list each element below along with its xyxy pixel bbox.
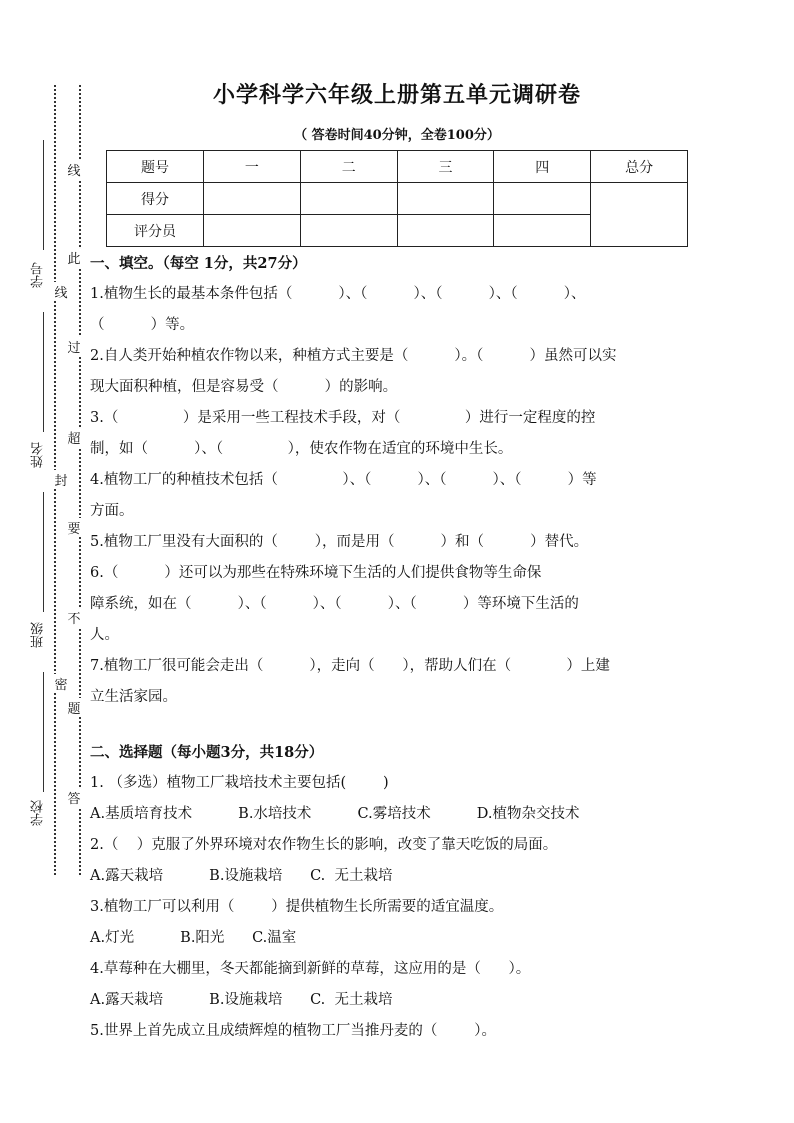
question-line: 3.植物工厂可以利用（ ）提供植物生长所需要的适宜温度。: [90, 899, 504, 915]
score-cell[interactable]: [204, 183, 301, 215]
grader-cell[interactable]: [494, 215, 591, 247]
question-line: A.灯光 B.阳光 C.温室: [90, 930, 297, 946]
total-score-cell[interactable]: [591, 183, 688, 247]
score-cell[interactable]: [300, 183, 397, 215]
cut-char-8: 答: [67, 788, 81, 807]
question-line: 6.（ ）还可以为那些在特殊环境下生活的人们提供食物等生命保: [90, 565, 542, 581]
question-line: 3.（ ）是采用一些工程技术手段，对（ ）进行一定程度的控: [90, 410, 596, 426]
cut-char-7: 题: [67, 698, 81, 717]
header-cell: 三: [397, 151, 494, 183]
question-line: 5.世界上首先成立且成绩辉煌的植物工厂当推丹麦的（ ）。: [90, 1023, 496, 1039]
grader-cell[interactable]: [300, 215, 397, 247]
question-line: 2.（ ）克服了外界环境对农作物生长的影响，改变了靠天吃饭的局面。: [90, 837, 558, 853]
question-line: 1. （多选）植物工厂栽培技术主要包括( ): [90, 775, 389, 791]
question-line: A.露天栽培 B.设施栽培 C. 无土栽培: [90, 992, 393, 1008]
exam-content: [90, 248, 706, 1047]
field-underline-school: [43, 672, 44, 792]
field-label-class: 班级: [31, 622, 46, 648]
seal-char-feng: 封: [54, 470, 68, 489]
field-underline-name: [43, 312, 44, 432]
question-line: 方面。: [90, 503, 134, 519]
question-line: 立生活家园。: [90, 689, 177, 705]
field-label-name: 姓名: [31, 442, 46, 468]
seal-char-xian: 线: [54, 282, 68, 301]
cut-char-1: 线: [67, 160, 81, 179]
seal-char-mi: 密: [54, 674, 68, 693]
field-underline-student-id: [43, 140, 44, 250]
cut-char-6: 不: [67, 608, 81, 627]
section-heading: 一、填空。（每空 1分，共27分）: [90, 255, 307, 272]
header-cell: 总分: [591, 151, 688, 183]
question-line: 4.草莓种在大棚里，冬天都能摘到新鲜的草莓，这应用的是（ ）。: [90, 961, 531, 977]
question-line: A.露天栽培 B.设施栽培 C. 无土栽培: [90, 868, 393, 884]
field-underline-class: [43, 492, 44, 612]
question-line: 5.植物工厂里没有大面积的（ ），而是用（ ）和（ ）替代。: [90, 534, 589, 550]
score-table: [106, 150, 688, 247]
question-line: 2.自人类开始种植农作物以来，种植方式主要是（ ）。（ ）虽然可以实: [90, 348, 617, 364]
header-cell: 题号: [107, 151, 204, 183]
question-line: 1.植物生长的最基本条件包括（ ）、（ ）、（ ）、（ ）、: [90, 286, 586, 302]
question-line: 制，如（ ）、（ ），使农作物在适宜的环境中生长。: [90, 441, 513, 457]
exam-title: 小学科学六年级上册第五单元调研卷: [212, 82, 581, 108]
section-heading: 二、选择题（每小题3分，共18分）: [90, 744, 324, 761]
question-line: 7.植物工厂很可能会走出（ ），走向（ ），帮助人们在（ ）上建: [90, 658, 610, 674]
row-label: 评分员: [107, 215, 204, 247]
cut-char-3: 过: [67, 337, 81, 356]
question-line: （ ）等。: [90, 317, 195, 333]
binding-dotted-line-inner: [79, 85, 81, 875]
row-label: 得分: [107, 183, 204, 215]
cut-char-2: 此: [67, 248, 81, 267]
section-gap: [90, 713, 706, 737]
cut-char-5: 要: [67, 518, 81, 537]
header-cell: 一: [204, 151, 301, 183]
score-cell[interactable]: [494, 183, 591, 215]
question-line: 人。: [90, 627, 119, 643]
grader-cell[interactable]: [204, 215, 301, 247]
question-line: A.基质培育技术 B.水培技术 C.雾培技术 D.植物杂交技术: [90, 806, 580, 822]
field-label-student-id: 学号: [31, 262, 46, 288]
question-line: 现大面积种植，但是容易受（ ）的影响。: [90, 379, 398, 395]
question-line: 4.植物工厂的种植技术包括（ ）、（ ）、（ ）、（ ）等: [90, 472, 597, 488]
grader-cell[interactable]: [397, 215, 494, 247]
score-row: [107, 183, 688, 215]
header-cell: 二: [300, 151, 397, 183]
cut-char-4: 超: [67, 428, 81, 447]
field-label-school: 学校: [31, 800, 46, 826]
score-cell[interactable]: [397, 183, 494, 215]
exam-subtitle: （ 答卷时间40分钟，全卷100分）: [294, 128, 500, 143]
header-cell: 四: [494, 151, 591, 183]
question-line: 障系统，如在（ ）、（ ）、（ ）、（ ）等环境下生活的: [90, 596, 579, 612]
score-table-header-row: [107, 151, 688, 183]
